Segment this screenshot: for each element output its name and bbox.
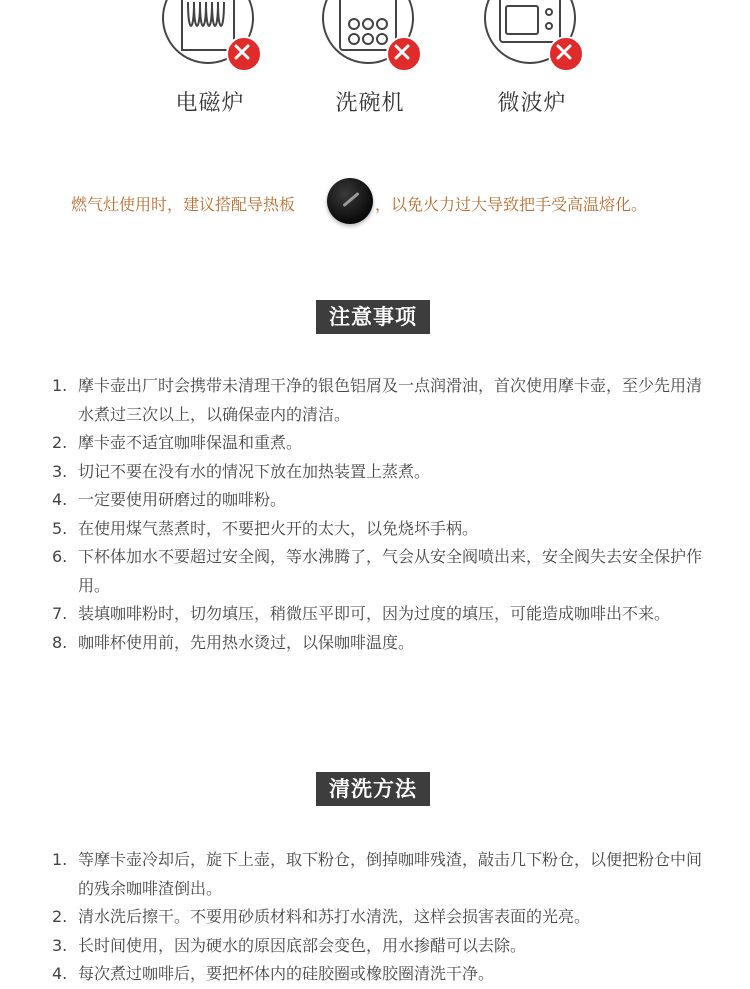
item-text: 切记不要在没有水的情况下放在加热装置上蒸煮。: [78, 461, 431, 481]
item-number: 6.: [52, 547, 68, 566]
cleaning-title: 清洗方法: [316, 772, 430, 806]
item-text: 摩卡壶不适宜咖啡保温和重煮。: [78, 433, 303, 452]
precautions-title: 注意事项: [316, 300, 430, 334]
list-item: [52, 543, 712, 600]
item-text: 咖啡杯使用前，先用热水烫过，以保咖啡温度。: [78, 632, 415, 652]
item-text: 摩卡壶出厂时会携带未清理干净的银色铝屑及一点润滑油，首次使用摩卡壶，至少先用清水煮过三次以上，以确保壶内的清洁。: [78, 376, 703, 424]
item-number: 3.: [52, 461, 68, 481]
list-item: [52, 486, 712, 515]
item-number: 4.: [52, 490, 68, 509]
not-allowed-icon: [386, 36, 422, 72]
list-item: [52, 903, 712, 932]
item-number: 3.: [52, 935, 68, 955]
item-text: 下杯体加水不要超过安全阀，等水沸腾了，气会从安全阀喷出来，安全阀失去安全保护作用。: [78, 547, 703, 595]
item-number: 5.: [52, 518, 68, 538]
list-item: [52, 515, 712, 544]
notice-text-before: 燃气灶使用时，建议搭配导热板: [71, 195, 296, 214]
item-text: 等摩卡壶冷却后，旋下上壶，取下粉仓，倒掉咖啡残渣，敲击几下粉仓，以便把粉仓中间的残余咖啡渣倒出。: [78, 850, 703, 898]
list-item: [52, 629, 712, 658]
item-text: 每次煮过咖啡后，要把杯体内的硅胶圈或橡胶圈清洗干净。: [78, 964, 495, 983]
cleaning-list: [52, 846, 712, 989]
not-allowed-icon: [548, 36, 584, 72]
appliance-label: 电磁炉: [175, 91, 245, 116]
item-number: 4.: [52, 964, 68, 983]
heat-diffuser-plate-icon: [327, 178, 373, 224]
item-number: 2.: [52, 907, 68, 926]
precautions-list: [52, 372, 712, 657]
notice-text-after: ，以免火力过大导致把手受高温熔化。: [375, 195, 648, 214]
appliance-label: 洗碗机: [335, 91, 405, 116]
not-allowed-icon: [226, 36, 262, 72]
item-text: 长时间使用，因为硬水的原因底部会变色，用水掺醋可以去除。: [78, 935, 527, 955]
list-item: [52, 932, 712, 961]
list-item: [52, 372, 712, 429]
item-number: 7.: [52, 604, 68, 623]
item-number: 2.: [52, 433, 68, 452]
list-item: [52, 846, 712, 903]
item-number: 1.: [52, 376, 68, 395]
item-text: 清水洗后擦干。不要用砂质材料和苏打水清洗，这样会损害表面的光亮。: [78, 907, 591, 926]
list-item: [52, 429, 712, 458]
list-item: [52, 960, 712, 989]
item-number: 1.: [52, 850, 68, 869]
item-text: 一定要使用研磨过的咖啡粉。: [78, 490, 287, 509]
gas-stove-notice: [0, 178, 750, 226]
item-text: 在使用煤气蒸煮时，不要把火开的太大，以免烧坏手柄。: [78, 518, 479, 538]
item-number: 8.: [52, 632, 68, 652]
list-item: [52, 458, 712, 487]
appliance-microwave: [452, 0, 612, 120]
list-item: [52, 600, 712, 629]
appliance-dishwasher: [290, 0, 450, 120]
appliance-label: 微波炉: [497, 91, 567, 116]
appliance-induction-cooker: [130, 0, 290, 120]
item-text: 装填咖啡粉时，切勿填压，稍微压平即可，因为过度的填压，可能造成咖啡出不来。: [78, 604, 671, 623]
